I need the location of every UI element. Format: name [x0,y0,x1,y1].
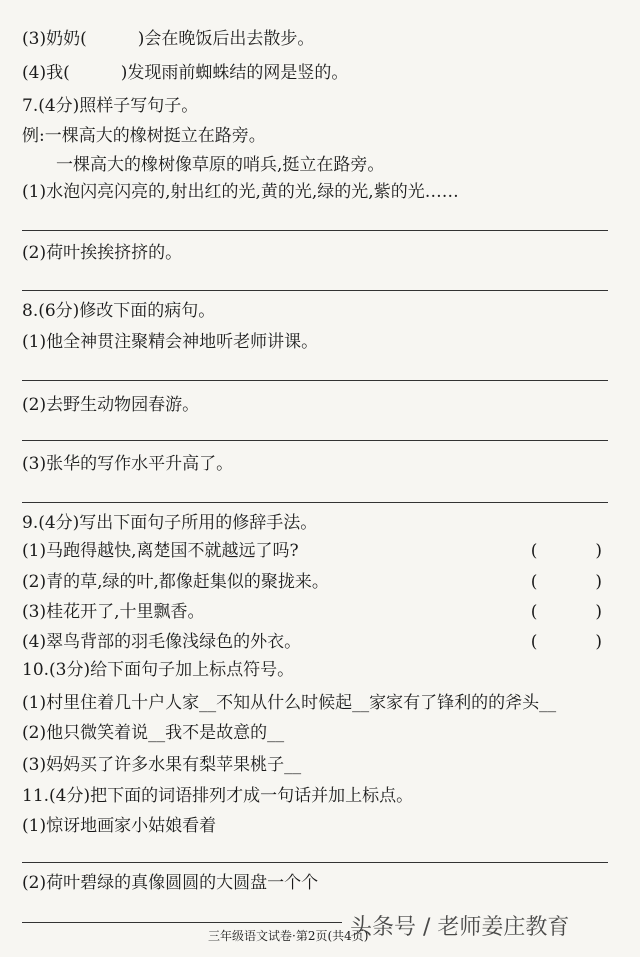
answer-parentheses [531,601,602,623]
paren-open: ( [530,602,538,622]
answer-parentheses [531,540,602,562]
q7-heading: 7.(4分)照样子写句子。 [22,96,199,116]
paren-open: ( [530,632,538,652]
paren-close: ) [595,602,602,622]
q7-item2: (2)荷叶挨挨挤挤的。 [22,243,183,263]
paren-open: ( [530,572,538,592]
q6-item4: (4)我( )发现雨前蜘蛛结的网是竖的。 [22,63,349,83]
q11-heading: 11.(4分)把下面的词语排列才成一句话并加上标点。 [22,786,414,806]
q8-heading: 8.(6分)修改下面的病句。 [22,301,216,321]
paren-close: ) [595,572,602,592]
answer-line [22,230,608,231]
q6-item3: (3)奶奶( )会在晚饭后出去散步。 [22,29,315,49]
answer-line [22,502,608,503]
q11-item1: (1)惊讶地画家小姑娘看着 [22,816,217,836]
q7-example-answer: 一棵高大的橡树像草原的哨兵,挺立在路旁。 [56,155,385,175]
watermark: 头条号 / 老师姜庄教育 [350,915,570,940]
paren-open: ( [530,541,538,561]
answer-line [22,440,608,441]
q7-item1: (1)水泡闪亮闪亮的,射出红的光,黄的光,绿的光,紫的光…… [22,182,459,202]
footer-title: 三年级语文试卷·第2页(共4页) [208,929,369,943]
q9-item3: (3)桂花开了,十里飘香。 [22,602,205,622]
q8-item2: (2)去野生动物园春游。 [22,395,200,415]
q9-heading: 9.(4分)写出下面句子所用的修辞手法。 [22,513,318,533]
q11-item2: (2)荷叶碧绿的真像圆圆的大圆盘一个个 [22,873,319,893]
q8-item3: (3)张华的写作水平升高了。 [22,454,234,474]
q9-item4: (4)翠鸟背部的羽毛像浅绿色的外衣。 [22,632,302,652]
q10-heading: 10.(3分)给下面句子加上标点符号。 [22,660,295,680]
q10-item2: (2)他只微笑着说__我不是故意的__ [22,723,285,743]
paren-close: ) [595,632,602,652]
answer-line [22,380,608,381]
q9-item2: (2)青的草,绿的叶,都像赶集似的聚拢来。 [22,572,329,592]
q9-item1: (1)马跑得越快,离楚国不就越远了吗? [22,541,299,561]
answer-line [22,290,608,291]
answer-line [22,862,608,863]
paren-close: ) [595,541,602,561]
q7-example-label: 例:一棵高大的橡树挺立在路旁。 [22,126,266,146]
answer-parentheses [531,571,602,593]
q10-item3: (3)妈妈买了许多水果有梨苹果桃子__ [22,755,302,775]
q10-item1: (1)村里住着几十户人家__不知从什么时候起__家家有了锋利的的斧头__ [22,693,557,713]
q8-item1: (1)他全神贯注聚精会神地听老师讲课。 [22,332,319,352]
answer-parentheses [531,631,602,653]
answer-line [22,922,342,923]
